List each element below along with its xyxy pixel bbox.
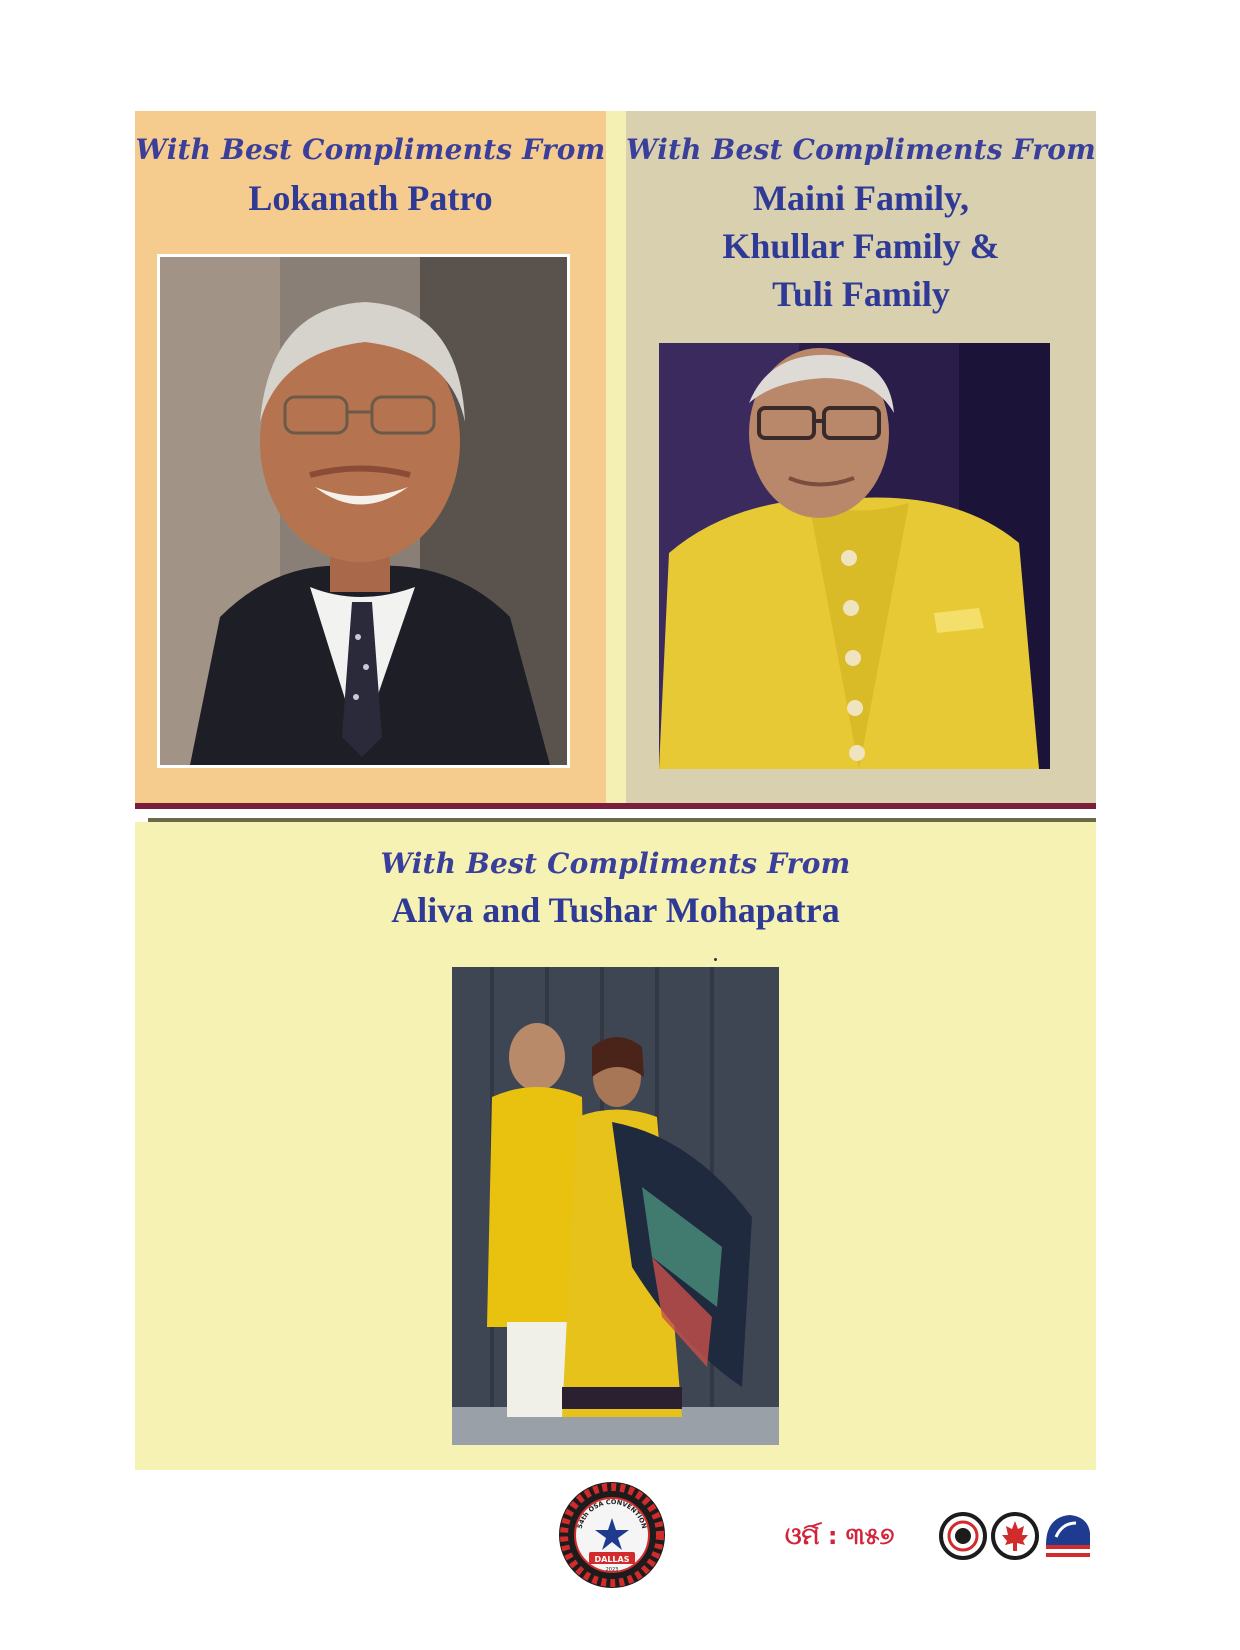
logo-arc-text: 54th OSA CONVENTION bbox=[575, 1497, 649, 1530]
maple-leaf-icon bbox=[990, 1511, 1040, 1561]
left-compliment-line: With Best Compliments From bbox=[135, 133, 606, 166]
us-flag-dome-icon bbox=[1042, 1511, 1094, 1561]
panel-gutter bbox=[606, 111, 626, 805]
divider-maroon bbox=[135, 803, 1096, 809]
portrait-photo-lokanath bbox=[157, 254, 570, 768]
logo-city-text: DALLAS bbox=[594, 1555, 630, 1564]
right-donor-line-1: Maini Family, bbox=[753, 178, 969, 218]
left-donor-name: Lokanath Patro bbox=[248, 178, 493, 218]
right-donor-line-3: Tuli Family bbox=[772, 274, 950, 314]
bottom-compliment-line: With Best Compliments From bbox=[380, 847, 851, 880]
portrait-photo-elder bbox=[659, 343, 1050, 769]
couple-photo bbox=[452, 967, 779, 1445]
logo-year-text: 2023 bbox=[605, 1567, 619, 1573]
bottom-donor-name: Aliva and Tushar Mohapatra bbox=[391, 890, 840, 930]
right-donor-line-2: Khullar Family & bbox=[722, 226, 1000, 266]
page-label: ଓର୍ମି : ୩୫୭ bbox=[785, 1522, 895, 1550]
right-compliment-line: With Best Compliments From bbox=[626, 133, 1096, 166]
stray-dot bbox=[714, 958, 717, 961]
eye-target-icon bbox=[938, 1511, 988, 1561]
convention-logo-icon bbox=[557, 1480, 667, 1590]
